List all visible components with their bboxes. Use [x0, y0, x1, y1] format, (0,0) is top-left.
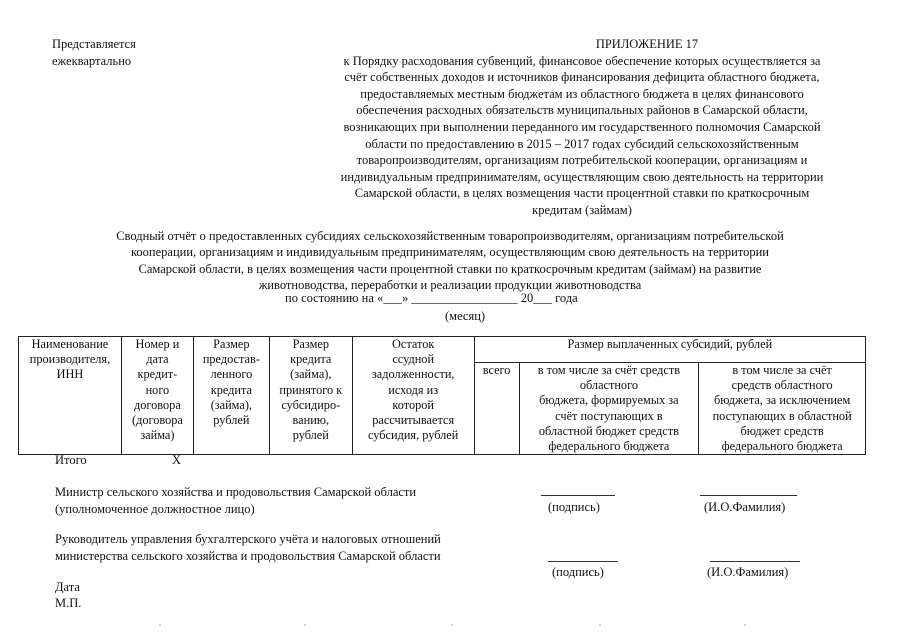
appendix-line: обеспечения расходных обязательств муниципальных районов в Самарской области,: [356, 103, 808, 118]
accountant-subtitle: министерства сельского хозяйства и продовольствия Самарской области: [55, 549, 441, 563]
minister-name-line: [700, 495, 797, 496]
accountant-title: Руководитель управления бухгалтерского учёта и налоговых отношений: [55, 532, 441, 546]
report-title-line: кооперации, организациям и индивидуальным предпринимателям, осуществляющим свою деятельность на территории: [130, 245, 769, 260]
col-header-credit-amount: Размер предостав- ленного кредита (займа), рублей: [193, 337, 269, 455]
report-title-line: животноводства, переработки и реализации продукции животноводства: [258, 278, 642, 293]
submission-note-line-1: Представляется: [52, 37, 136, 51]
appendix-line: области по предоставлению в 2015 – 2017 годах субсидий сельскохозяйственным: [365, 136, 799, 151]
col-header-total: всего: [474, 363, 519, 455]
col-header-regional-funds: в том числе за счёт средств областного бюджета, за исключением поступающих в областной бюджет средств федерального бюджета: [699, 363, 866, 455]
minister-subtitle: (уполномоченное должностное лицо): [55, 502, 255, 516]
minister-block: [55, 484, 416, 518]
minister-name-label: (И.О.Фамилия): [704, 500, 786, 514]
report-title-line: Сводный отчёт о предоставленных субсидиях сельскохозяйственным товаропроизводителям, организациям потребительской: [116, 229, 784, 243]
appendix-line: товаропроизводителям, организациям потребительской кооперации, организациям и: [356, 153, 808, 168]
subsidy-table: [18, 336, 866, 455]
total-label: Итого: [55, 453, 87, 467]
appendix-line: возникающих при выполнении переданного им государственного полномочия Самарской: [343, 119, 821, 134]
appendix-line: предоставляемых местным бюджетам из областного бюджета в целях финансового: [360, 86, 804, 101]
minister-signature-line: [541, 495, 615, 496]
submission-note: [52, 36, 136, 69]
appendix-block: [300, 36, 864, 219]
report-title-line: Самарской области, в целях возмещения части процентной ставки по краткосрочным кредитам (займам) на развитие: [138, 261, 762, 276]
minister-signature-label: (подпись): [548, 500, 600, 514]
accountant-signature-label: (подпись): [552, 565, 604, 579]
col-header-accepted-credit: Размер кредита (займа), принятого к субсидиро- ванию, рублей: [269, 337, 352, 455]
appendix-line: счёт собственных доходов и источников финансирования дефицита областного бюджета,: [344, 70, 820, 85]
accountant-name-line: [710, 561, 800, 562]
col-header-paid-subsidies: Размер выплаченных субсидий, рублей: [474, 337, 865, 363]
appendix-title: ПРИЛОЖЕНИЕ 17: [595, 37, 699, 51]
accountant-signature-line: [548, 561, 618, 562]
appendix-line: кредитам (займам): [532, 202, 632, 217]
scan-artifacts: [0, 622, 905, 628]
accountant-block: [55, 531, 441, 565]
submission-note-line-2: ежеквартально: [52, 53, 132, 68]
total-mark: X: [172, 453, 182, 467]
col-header-producer: Наименование производителя, ИНН: [19, 337, 122, 455]
appendix-line: индивидуальным предпринимателям, осуществляющим свою деятельность на территории: [340, 169, 824, 184]
col-header-contract: Номер и дата кредит- ного договора (договора займа): [121, 337, 193, 455]
col-header-federal-funds: в том числе за счёт средств областного бюджета, формируемых за счёт поступающих в областной бюджет средств федерального бюджета: [519, 363, 699, 455]
col-header-debt-balance: Остаток ссудной задолженности, исходя из которой рассчитывается субсидия, рублей: [352, 337, 474, 455]
seal-label: М.П.: [55, 596, 82, 610]
month-label: (месяц): [445, 309, 486, 323]
date-label: Дата: [55, 580, 80, 594]
report-date-line: по состоянию на «___» _________________ 20___ года: [285, 291, 578, 305]
minister-title: Министр сельского хозяйства и продовольствия Самарской области: [55, 485, 417, 499]
report-title: [40, 228, 860, 294]
appendix-line: Самарской области, в целях возмещения части процентной ставки по краткосрочным: [354, 186, 810, 201]
appendix-line: к Порядку расходования субвенций, финансовое обеспечение которых осуществляется за: [343, 53, 821, 68]
accountant-name-label: (И.О.Фамилия): [707, 565, 789, 579]
